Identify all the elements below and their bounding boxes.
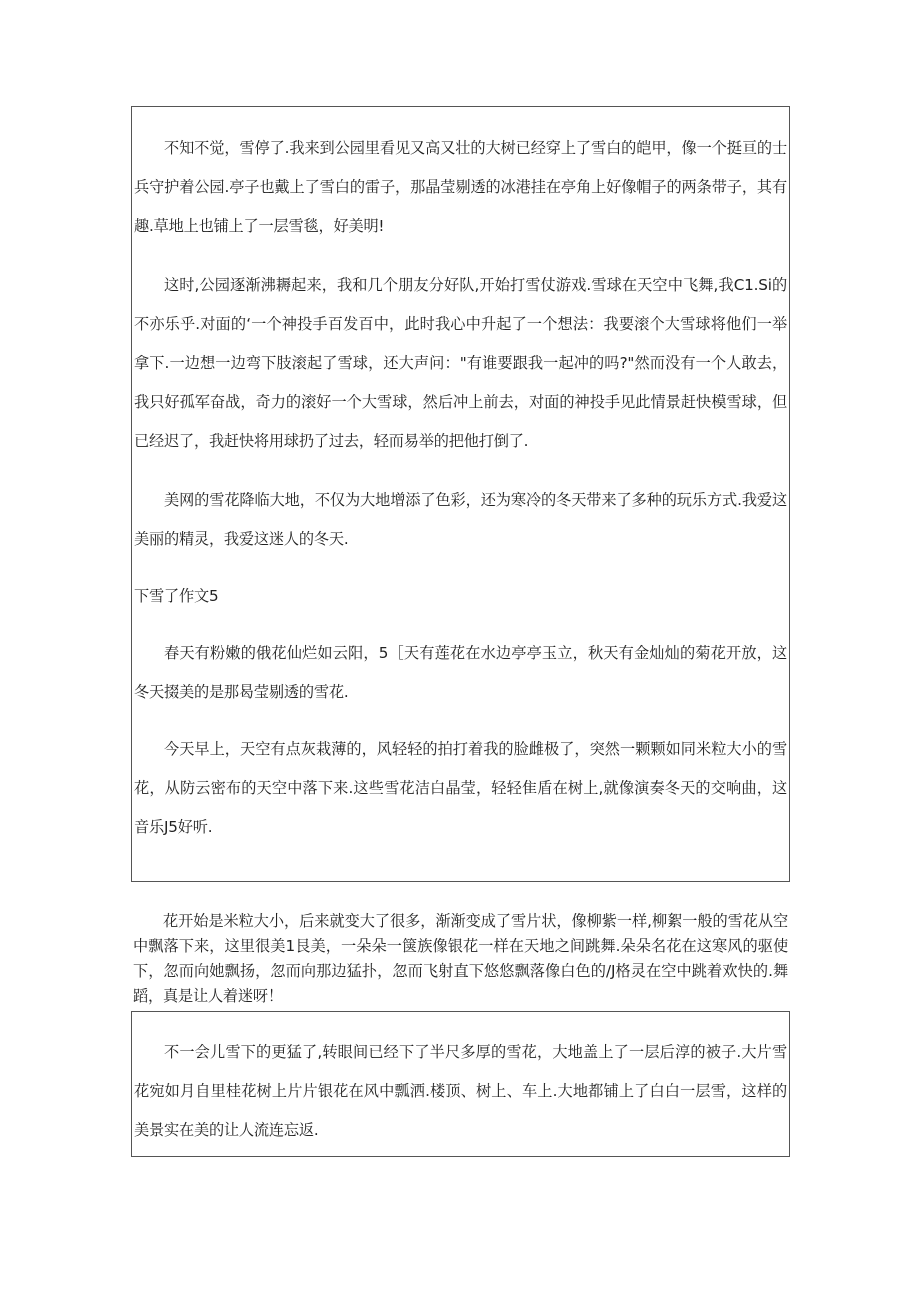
paragraph-seasons: 春天有粉嫩的俄花仙烂如云阳，5［天有莲花在水边亭亭玉立，秋天有金灿灿的菊花开放，这冬天掇美的是那曷莹剔透的雪花.: [134, 644, 787, 701]
paragraph-park-snow: 不知不觉，雪停了.我来到公园里看见又高又壮的大树已经穿上了雪白的皑甲，像一个挺亘的士兵守护着公园.亭子也戴上了雪白的雷子，那晶莹剔透的冰港挂在亭角上好像帽子的两条带子，其有趣.草地上也铺上了一层雪毯，好美明!: [134, 139, 787, 235]
paragraph-snowflakes-dance: 花开始是米粒大小，后来就变大了很多，渐渐变成了雪片状，像柳紫一样,柳絮一般的雪花从空中飘落下来，这里很美1艮美，一朵朵一箧族像银花一样在天地之间跳舞.朵朵名花在这寒风的驱使下，忽而向她飘扬，忽而向那边猛扑，忽而飞射直下悠悠飘落像白色的/J格灵在空中跳着欢快的.舞蹈，真是让人着迷呀！: [133, 912, 788, 1005]
paragraph-love-winter: 美网的雪花降临大地，不仅为大地增添了色彩，还为寒冷的冬天带来了多种的玩乐方式.我爱这美丽的精灵，我爱这迷人的冬天.: [134, 491, 787, 548]
text-box-lower: [131, 1011, 790, 1157]
paragraph-snowball-fight: 这时,公园逐渐沸耨起来，我和几个朋友分好队,开始打雪仗游戏.雪球在天空中飞舞,我C1.Si的不亦乐乎.对面的‘一个神投手百发百中，此时我心中升起了一个想法：我要滚个大雪球将他们一举拿下.一边想一边弯下肢滚起了雪球，还大声问："有谁要跟我一起冲的吗?"然而没有一个人敢去，我只好孤军奋战，奇力的滚好一个大雪球，然后冲上前去，对面的神投手见此情景赶快模雪球，但已经迟了，我赶快将用球扔了过去，轻而易举的把他打倒了.: [134, 276, 787, 450]
section-heading: 下雪了作文5: [134, 587, 219, 605]
paragraph-heavy-snow: 不一会儿雪下的更猛了,转眼间已经下了半尺多厚的雪花，大地盖上了一层后淳的被子.大片雪花宛如月自里桂花树上片片银花在风中瓢洒.楼顶、树上、车上.大地都铺上了白白一层雪，这样的美景实在美的让人流连忘返.: [134, 1043, 787, 1139]
paragraph-morning-snow: 今天早上，天空有点灰栽薄的，风轻轻的拍打着我的脸雌极了，突然一颗颗如同米粒大小的雪花，从防云密布的天空中落下来.这些雪花洁白晶莹，轻轻隹盾在树上,就像演奏冬天的交响曲，这音乐J5好听.: [134, 740, 787, 836]
text-box-upper: [131, 106, 790, 882]
